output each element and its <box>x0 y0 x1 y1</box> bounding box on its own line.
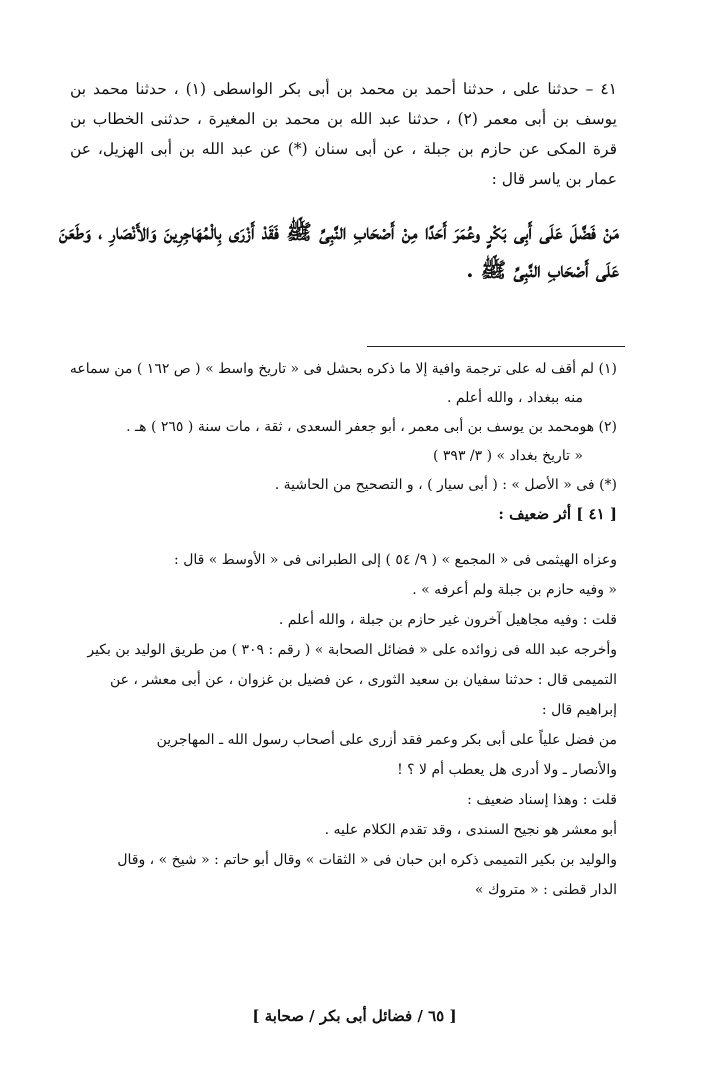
commentary-line: « وفيه حازم بن جبلة ولم أعرفه » . <box>412 582 617 598</box>
footnote-1-line-2: منه ببغداد ، والله أعلم . <box>446 390 583 406</box>
hadith-matn-text: مَنْ فَضَّلَ عَلَى أَبِى بَكْرٍ وعُمَرَ أَحَدًا مِنْ أَصْحَابِ النَّبِىِّ ﷺ فَقَدْ أَزْرَى بِالْمُهَاجِرِينَ وَالأَنْصَارِ ، وَطَعَنَ عَلَى أَصْحَابِ النَّبِىِّ ﷺ . <box>59 219 619 282</box>
footnote-2-line-2: « تاريخ بغداد » ( ٣/ ٣٩٣ ) <box>432 448 583 464</box>
footnote-2-line-1: (٢) هومحمد بن يوسف بن أبى معمر ، أبو جعفر السعدى ، ثقة ، مات سنة ( ٢٦٥ ) هـ . <box>126 419 617 435</box>
commentary-line: إبراهيم قال : <box>541 702 617 718</box>
commentary-line: الدار قطنى : « متروك » <box>474 882 617 898</box>
commentary-line: من فضل علياً على أبى بكر وعمر فقد أزرى على أصحاب رسول الله ـ المهاجرين <box>156 732 617 748</box>
hadith-isnad-text: ٤١ – حدثنا على ، حدثنا أحمد بن محمد بن أبى بكر الواسطى (١) ، حدثنا محمد بن يوسف بن أبى معمر (٢) ، حدثنا عبد الله بن محمد بن المغيرة ، حدثنى الخطاب بن قرة المكى عن حازم بن جبلة ، عن أبى سنان (*) عن عبد الله بن أبى الهزيل، عن عمار بن ياسر قال : <box>70 80 617 188</box>
commentary-line: قلت : وهذا إسناد ضعيف : <box>467 792 617 808</box>
footnotes <box>37 355 617 529</box>
commentary-line: وعزاه الهيثمى فى « المجمع » ( ٩/ ٥٤ ) إلى الطبرانى فى « الأوسط » قال : <box>174 552 617 568</box>
page-footer: [ ٦٥ / فضائل أبى بكر / صحابة ] <box>252 1007 457 1025</box>
footnote-star: (*) فى « الأصل » : ( أبى سيار ) ، و التصحيح من الحاشية . <box>274 477 617 493</box>
footnote-separator <box>367 346 625 347</box>
commentary-line: قلت : وفيه مجاهيل آخرون غير حازم بن جبلة ، والله أعلم . <box>278 612 617 628</box>
commentary-line: والوليد بن بكير التميمى ذكره ابن حبان فى « الثقات » وقال أبو حاتم : « شيخ » ، وقال <box>117 852 617 868</box>
commentary-line: وأخرجه عبد الله فى زوائده على « فضائل الصحابة » ( رقم : ٣٠٩ ) من طريق الوليد بن بكير <box>87 642 617 658</box>
commentary-line: التميمى قال : حدثنا سفيان بن سعيد الثورى ، عن فضيل بن غزوان ، عن أبى معشر ، عن <box>109 672 617 688</box>
commentary-body <box>37 545 617 905</box>
commentary-line: والأنصار ـ ولا أدرى هل يعطب أم لا ؟ ! <box>397 762 617 778</box>
footnote-1-line-1: (١) لم أقف له على ترجمة وافية إلا ما ذكره بحشل فى « تاريخ واسط » ( ص ١٦٢ ) من سماعه <box>69 361 617 377</box>
commentary-line: أبو معشر هو نجيح السندى ، وقد تقدم الكلام عليه . <box>324 822 617 838</box>
commentary-heading: [ ٤١ ] أثر ضعيف : <box>498 505 617 523</box>
